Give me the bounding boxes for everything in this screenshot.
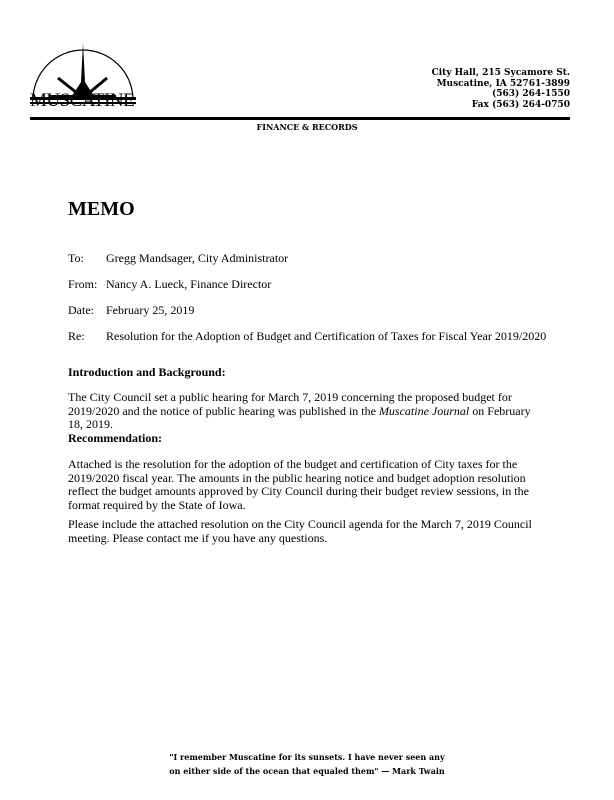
field-label: From:: [68, 277, 98, 291]
memo-title: MEMO: [68, 198, 135, 220]
intro-heading: Introduction and Background:: [68, 365, 226, 379]
newspaper-name: Muscatine Journal: [378, 403, 470, 418]
memo-re: [68, 329, 546, 344]
field-value: Nancy A. Lueck, Finance Director: [106, 277, 272, 291]
intro-text: on February 18, 2019.: [68, 403, 531, 431]
quote-line: on either side of the ocean that equaled them" — Mark Twain: [169, 766, 445, 776]
phone: (563) 264-1550: [491, 89, 570, 99]
intro-text: The City Council set a public hearing for March 7, 2019 concerning the proposed budget for 2019/2020 and the notice of public hearing was published in the: [68, 390, 512, 418]
quote-line: "I remember Muscatine for its sunsets. I have never seen any: [169, 752, 445, 762]
memo-to: [68, 251, 288, 266]
field-label: Date:: [68, 303, 94, 317]
footer-quote: [0, 750, 614, 778]
field-value: Gregg Mandsager, City Administrator: [106, 251, 289, 265]
recommendation-paragraph: Attached is the resolution for the adoption of the budget and certification of City taxes for the 2019/2020 fiscal year. The amounts in the public hearing notice and budget adoption resolution reflect the budget amounts approved by City Council during their budget review sessions, in the format required by the State of Iowa.: [68, 457, 529, 512]
address-block: [432, 68, 570, 110]
field-value: Resolution for the Adoption of Budget and Certification of Taxes for Fiscal Year 2019/2020: [106, 329, 547, 343]
memo-date: [68, 303, 194, 318]
closing-paragraph: Please include the attached resolution on the City Council agenda for the March 7, 2019 Council meeting. Please contact me if you have any questions.: [68, 517, 532, 545]
fax: Fax (563) 264-0750: [471, 99, 570, 110]
memo-from: [68, 277, 271, 292]
logo-text: MUSCATINE: [30, 90, 135, 111]
recommendation-heading: Recommendation:: [68, 431, 162, 445]
field-value: February 25, 2019: [106, 303, 195, 317]
header-divider: [30, 117, 570, 120]
department-name: FINANCE & RECORDS: [256, 122, 358, 132]
intro-paragraph: [68, 391, 548, 432]
field-label: To:: [68, 251, 84, 265]
address-line: City Hall, 215 Sycamore St.: [431, 68, 570, 78]
field-label: Re:: [68, 329, 85, 343]
address-line: Muscatine, IA 52761-3899: [436, 78, 570, 89]
